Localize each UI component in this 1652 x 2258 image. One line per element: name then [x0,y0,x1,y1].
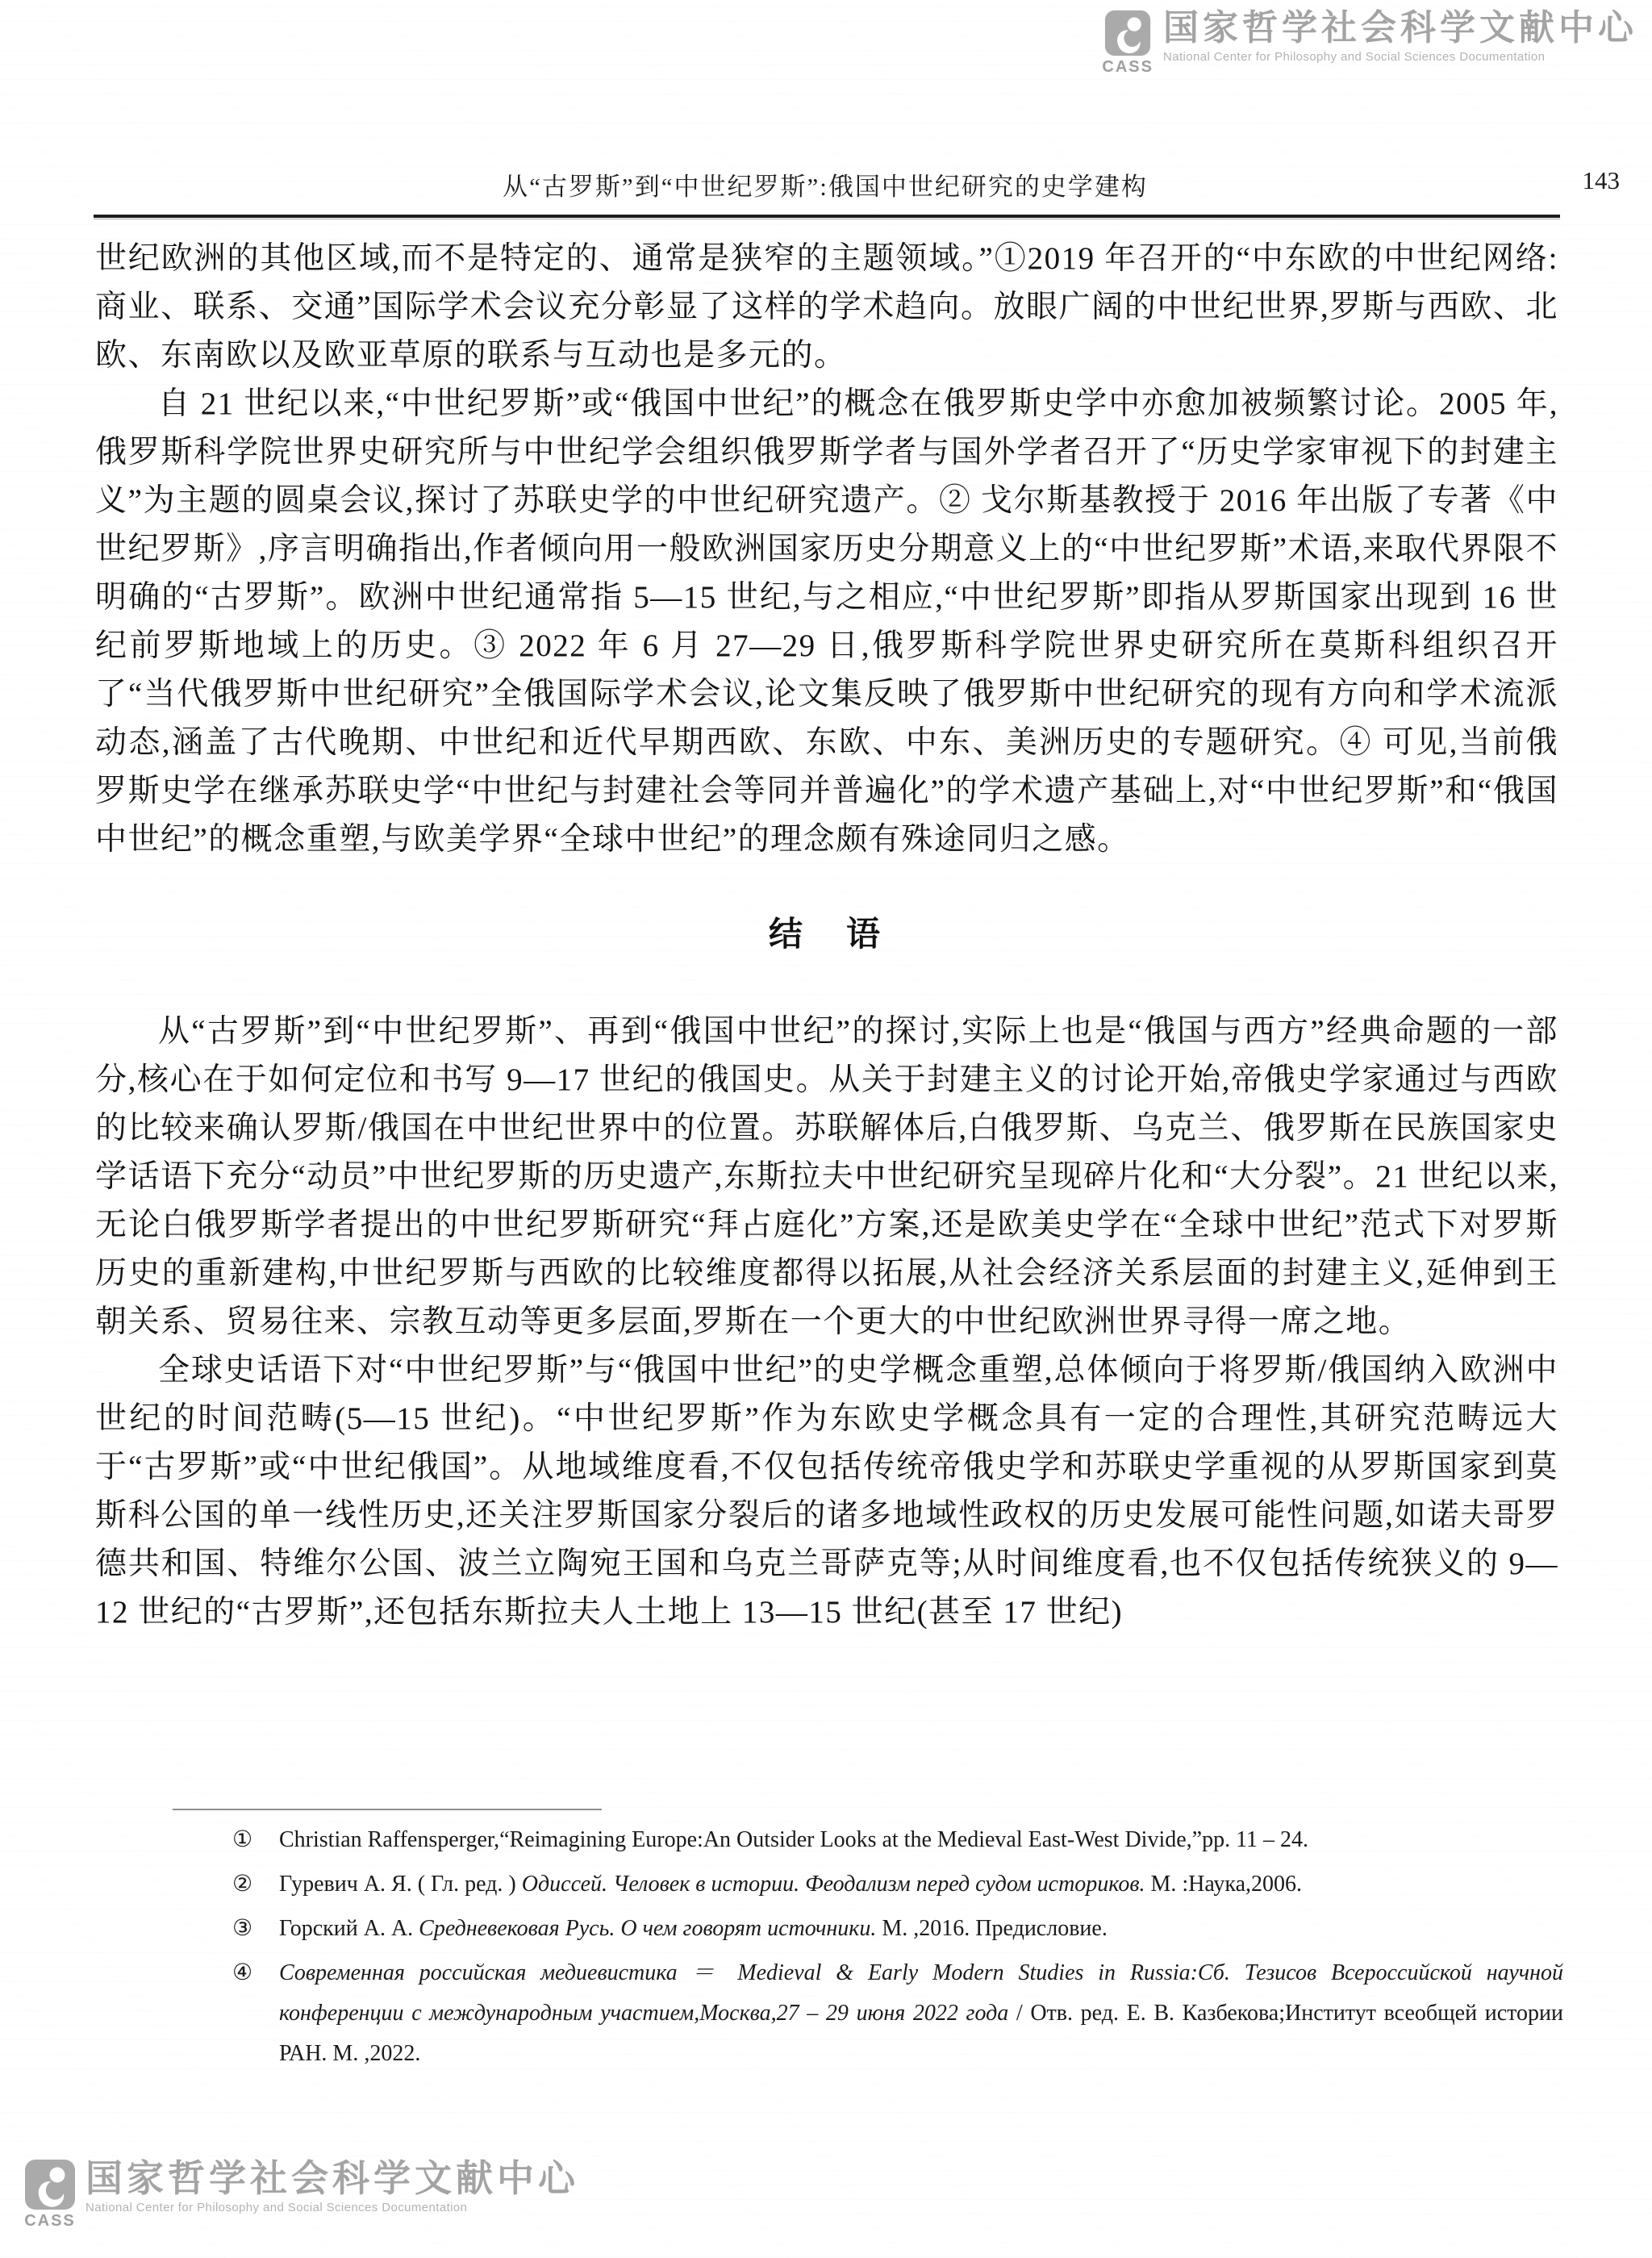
footnote-list [232,1820,1563,2078]
running-head [95,166,1620,202]
cass-logo-icon [1104,10,1151,56]
footnote-marker: ③ [232,1916,253,1941]
header-rule [94,215,1560,219]
footer-brand-logo [24,2159,579,2231]
brand-name-cn: 国家哲学社会科学文献中心 [86,2157,579,2199]
footnote-text: М. ,2016. Предисловие. [876,1916,1108,1941]
footnote-text-italic: Одиссей. Человек в истории. Феодализм перед судом историков. [521,1872,1145,1897]
footnote-marker: ① [232,1827,253,1852]
brand-name-cn: 国家哲学社会科学文献中心 [1163,8,1637,48]
header-brand-logo [1102,10,1637,77]
footnote-text: Гуревич А. Я. ( Гл. ред. ) [279,1872,522,1897]
cass-logo-icon [24,2159,76,2210]
header-rule-thick [94,215,1560,218]
paragraph: 世纪欧洲的其他区域,而不是特定的、通常是狭窄的主题领域。”①2019 年召开的“中东欧的中世纪网络:商业、联系、交通”国际学术会议充分彰显了这样的学术趋向。放眼广阔的中世纪世界,罗斯与西欧、北欧、东南欧以及欧亚草原的联系与互动也是多元的。 [95,241,1558,373]
footnote [232,1864,1563,1905]
page-number: 143 [1582,166,1620,194]
footnote-text: М. :Наука,2006. [1145,1872,1302,1897]
brand-mark [24,2159,76,2231]
running-head-title: 从“古罗斯”到“中世纪罗斯”:俄国中世纪研究的史学建构 [503,173,1148,201]
footnote-text: Christian Raffensperger,“Reimagining Europe:An Outsider Looks at the Medieval East-West Divide,”pp. 11 – 24. [279,1827,1309,1852]
footnote [232,1820,1563,1860]
footnote [232,1909,1563,1949]
section-heading: 结 语 [768,916,885,954]
paragraph: 自 21 世纪以来,“中世纪罗斯”或“俄国中世纪”的概念在俄罗斯史学中亦愈加被频繁讨论。2005 年,俄罗斯科学院世界史研究所与中世纪学会组织俄罗斯学者与国外学者召开了“历史学家审视下的封建主义”为主题的圆桌会议,探讨了苏联史学的中世纪研究遗产。② 戈尔斯基教授于 2016 年出版了专著《中世纪罗斯》,序言明确指出,作者倾向用一般欧洲国家历史分期意义上的“中世纪罗斯”术语,来取代界限不明确的“古罗斯”。欧洲中世纪通常指 5—15 世纪,与之相应,“中世纪罗斯”即指从罗斯国家出现到 16 世纪前罗斯地域上的历史。③ 2022 年 6 月 27—29 日,俄罗斯科学院世界史研究所在莫斯科组织召开了“当代俄罗斯中世纪研究”全俄国际学术会议,论文集反映了俄罗斯中世纪研究的现有方向和学术流派动态,涵盖了古代晚期、中世纪和近代早期西欧、东欧、中东、美洲历史的专题研究。④ 可见,当前俄罗斯史学在继承苏联史学“中世纪与封建社会等同并普遍化”的学术遗产基础上,对“中世纪罗斯”和“俄国中世纪”的概念重塑,与欧美学界“全球中世纪”的理念颇有殊途同归之感。 [95,386,1558,857]
footnote [232,1953,1563,2074]
article-body [95,235,1558,1637]
footnote-marker: ② [232,1872,253,1897]
brand-abbr: CASS [24,2212,76,2230]
footnote-text-italic: Средневековая Русь. О чем говорят источники. [419,1916,877,1941]
footnote-text: / Отв. ред. Е. В. Казбекова;Институт всеобщей истории РАН. М. ,2022. [279,2001,1563,2066]
paragraph: 全球史话语下对“中世纪罗斯”与“俄国中世纪”的史学概念重塑,总体倾向于将罗斯/俄国纳入欧洲中世纪的时间范畴(5—15 世纪)。“中世纪罗斯”作为东欧史学概念具有一定的合理性,其研究范畴远大于“古罗斯”或“中世纪俄国”。从地域维度看,不仅包括传统帝俄史学和苏联史学重视的从罗斯国家到莫斯科公国的单一线性历史,还关注罗斯国家分裂后的诸多地域性政权的历史发展可能性问题,如诺夫哥罗德共和国、特维尔公国、波兰立陶宛王国和乌克兰哥萨克等;从时间维度看,也不仅包括传统狭义的 9—12 世纪的“古罗斯”,还包括东斯拉夫人土地上 13—15 世纪(甚至 17 世纪) [95,1353,1558,1630]
brand-name-en: National Center for Philosophy and Social Sciences Documentation [1163,50,1546,65]
brand-abbr: CASS [1102,58,1153,76]
footnote-text-italic: Современная российская медиевистика ＝ Medieval & Early Modern Studies in Russia:Сб. Тезисов Всероссийской научной конференции с международным участием,Москва,27 – 29 июня 2022 года [279,1960,1563,2026]
paragraph: 从“古罗斯”到“中世纪罗斯”、再到“俄国中世纪”的探讨,实际上也是“俄国与西方”经典命题的一部分,核心在于如何定位和书写 9—17 世纪的俄国史。从关于封建主义的讨论开始,帝俄史学家通过与西欧的比较来确认罗斯/俄国在中世纪世界中的位置。苏联解体后,白俄罗斯、乌克兰、俄罗斯在民族国家史学话语下充分“动员”中世纪罗斯的历史遗产,东斯拉夫中世纪研究呈现碎片化和“大分裂”。21 世纪以来,无论白俄罗斯学者提出的中世纪罗斯研究“拜占庭化”方案,还是欧美史学在“全球中世纪”范式下对罗斯历史的重新建构,中世纪罗斯与西欧的比较维度都得以拓展,从社会经济关系层面的封建主义,延伸到王朝关系、贸易往来、宗教互动等更多层面,罗斯在一个更大的中世纪欧洲世界寻得一席之地。 [95,1014,1558,1339]
footnote-marker: ④ [232,1960,253,1985]
footnote-separator [173,1809,602,1810]
footnote-text: Горский А. А. [279,1916,419,1941]
brand-name-en: National Center for Philosophy and Social Sciences Documentation [86,2201,468,2215]
brand-mark [1102,10,1153,77]
